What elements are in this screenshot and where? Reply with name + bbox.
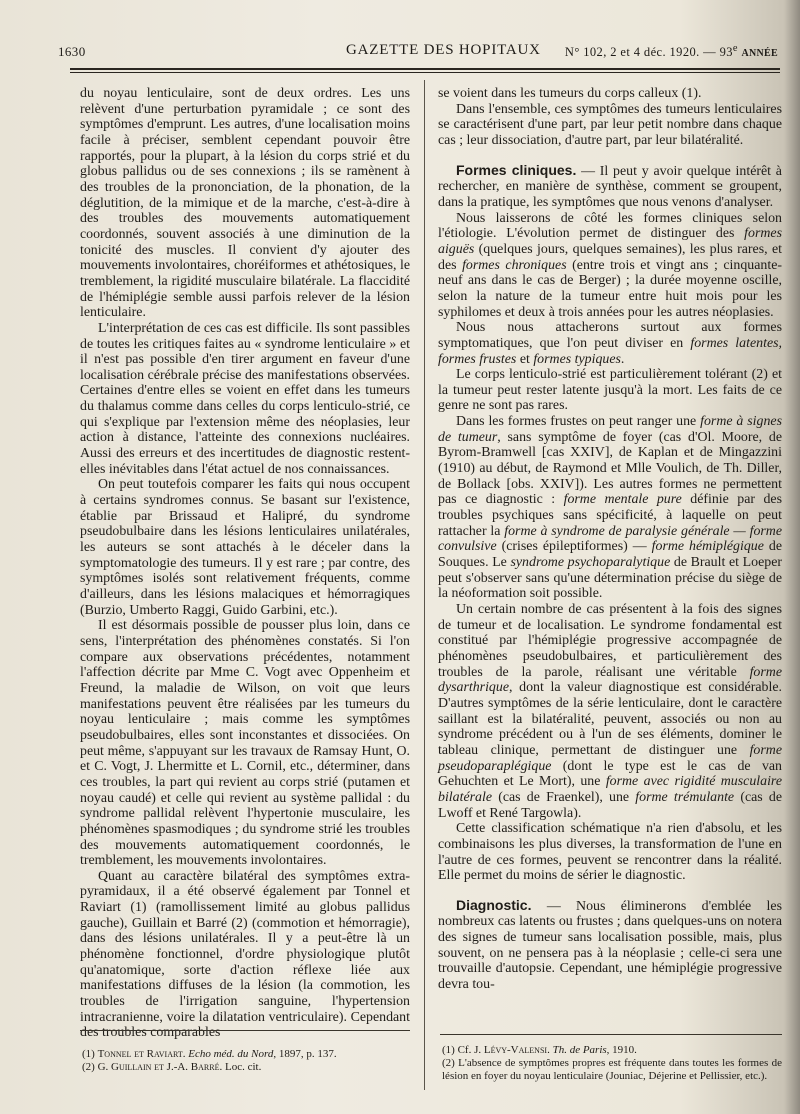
footnote-right-2: (2) L'absence de symptômes propres est fréquente dans toutes les formes de lésion en foyer du noyau lenticulaire (Jouniac, Déjerine et Pellissier, etc.). bbox=[442, 1056, 782, 1082]
left-paragraph-1: du noyau lenticulaire, sont de deux ordres. Les uns relèvent d'une perturbation pyramidale ; ce sont des symptômes d'emprunt. Les autres, d'une localisation moins facile à préciser, semblent cependant pouvoir être rapportés, pour la plupart, à la lésion du corps strié et du globus pallidus ou de ses connexions ; ils se ramènent à des troubles de la prononciation, de la phonation, de la déglutition, de la mimique et de la marche, c'est-à-dire à des troubles des mouvements automatiquement coordonnés, souvent associés à une diminution de la tonicité des muscles. Il convient d'y ajouter des mouvements involontaires, choréiformes et athétosiques, le tremblement, la rigidité musculaire bilatérale. La flaccidité de l'hémiplégie semble aussi parfois relever de la lésion lenticulaire. bbox=[80, 86, 410, 321]
text-run: Loc. cit. bbox=[222, 1060, 262, 1073]
right-paragraph-5 bbox=[438, 320, 782, 367]
left-paragraph-3: On peut toutefois comparer les faits qui nous occupent à certains syndromes connus. Se basant sur l'existence, établie par Brissaud et Halipré, du syndrome pseudobulbaire dans les lésions lenticulaires unilatérales, les auteurs se sont attachés à le déceler dans la symptomatologie des tumeurs. Il y est rare ; par contre, des symptômes isolés sont relativement fréquents, comme d'ailleurs, dans les lésions malaciques et hémorragiques (Burzio, Umberto Raggi, Guido Garbini, etc.). bbox=[80, 477, 410, 618]
journal-title: GAZETTE DES HOPITAUX bbox=[346, 42, 541, 58]
heading-formes-cliniques: Formes cliniques. bbox=[456, 161, 577, 178]
italic-run: forme mentale pure bbox=[563, 492, 682, 508]
author-run: Tonnel et Raviart. bbox=[97, 1048, 186, 1060]
italic-run: forme avec rigidité musculaire bilatérale bbox=[438, 774, 782, 805]
right-paragraph-2: Dans l'ensemble, ces symptômes des tumeurs lenticulaires se caractérisent d'une part, par leur petit nombre dans chaque cas ; leur dissociation, d'autre part, par leur bilatéralité. bbox=[438, 101, 782, 148]
italic-run: forme à syndrome de paralysie générale — forme convulsive bbox=[438, 523, 782, 555]
text-run: , 1897, p. 137. bbox=[273, 1048, 337, 1060]
text-run: , sans symptôme de foyer (cas d'Ol. Moore, de Byrom-Bramwell [cas XXIV], de Kaplan et de Mingazzini (1910) au début, de Raymond et Mlle Voulich, de Th. Diller, de Bollack [obs. XXIV]). Les autres formes ne permettent pas ce diagnostic : bbox=[438, 429, 782, 508]
right-paragraph-1: se voient dans les tumeurs du corps calleux (1). bbox=[438, 86, 702, 101]
italic-run: forme dysarthrique bbox=[438, 664, 782, 696]
text-run: (dont le type est le cas de van Gehuchten et Le Mort), une bbox=[438, 758, 782, 790]
text-run: (2) bbox=[82, 1060, 98, 1073]
footnote-left-1 bbox=[82, 1048, 410, 1061]
text-run: (cas de Lwoff et René Targowla). bbox=[438, 789, 783, 821]
issue-text: N° 102, 2 et 4 déc. 1920. — 93 bbox=[564, 45, 733, 60]
text-run: (1) Cf. bbox=[442, 1044, 475, 1056]
annee-label: ANNÉE bbox=[741, 48, 778, 60]
right-paragraph-9: Cette classification schématique n'a rien d'absolu, et les combinaisons les plus diverses, la transformation de l'une en l'autre de ces formes, peuvent se rencontrer dans la réalité. Elle permet du moins de sérier le diagnostic. bbox=[438, 821, 782, 884]
right-paragraph-4 bbox=[438, 211, 782, 321]
footnote-rule-right bbox=[440, 1034, 782, 1035]
text-run: , dont la valeur diagnostique est considérable. D'autres symptômes de la série lenticulaire, dont le caractère saillant est la bilatéralité, peuvent, associés ou non au syndrome précédent ou à l'un de ses éléments, dominer le tableau clinique, permettant de distinguer une bbox=[438, 680, 782, 758]
text-run: (crises épileptiformes) — bbox=[496, 539, 652, 555]
section-diagnostic bbox=[438, 898, 782, 993]
author-run: G. Guillain et J.-A. Barré. bbox=[97, 1060, 223, 1073]
footnote-rule-left bbox=[80, 1030, 410, 1031]
left-paragraph-4: Il est désormais possible de pousser plus loin, dans ce sens, l'interprétation des phénomènes constatés. Si l'on compare aux observations précédentes, notamment l'affection décrite par Mme C. Vogt avec Oppenheim et Freund, la maladie de Wilson, on voit que leurs manifestations peuvent être réalisées par les tumeurs du noyau lenticulaire ; mais comme les symptômes pseudobulbaires, elles sont inconstantes et dissociées. On peut même, s'appuyant sur les travaux de Ramsay Hunt, O. et C. Vogt, J. Lhermitte et L. Cornil, etc., déterminer, dans ces troubles, la part qui revient au corps strié (putamen et noyau caudé) et celle qui revient au système pallidal : du syndrome pallidal relèvent l'hypertonie musculaire, les phénomènes spasmodiques ; du syndrome strié les troubles des mouvements automatiquement coordonnés, le tremblement, les mouvements involontaires. bbox=[80, 618, 410, 869]
footnotes-right bbox=[442, 1044, 782, 1082]
italic-run: forme hémiplégique bbox=[651, 539, 764, 555]
text-run: . bbox=[620, 351, 625, 367]
italic-run: formes typiques bbox=[533, 351, 621, 367]
text-run: Nous laisserons de côté les formes cliniques selon l'étiologie. L'évolution permet de distinguer des bbox=[438, 210, 782, 242]
footnote-left-2 bbox=[82, 1061, 410, 1074]
header-rule-thin bbox=[70, 72, 780, 73]
text-run: de Souques. Le bbox=[438, 539, 783, 571]
text-run: (entre trois et vingt ans ; cinquante-neuf ans dans le cas de Berger) ; la durée moyenne oscille, selon la nature de la tumeur entre huit mois pour les syphilomes et deux à trois années pour les autres néoplasies. bbox=[438, 257, 783, 320]
text-run: (cas de Fraenkel), une bbox=[492, 789, 636, 805]
page-number: 1630 bbox=[58, 44, 86, 59]
formes-intro-text: — Il peut y avoir quelque intérêt à rechercher, en manière de synthèse, comment se groupent, dans la pratique, les symptômes que nous venons d'analyser. bbox=[438, 163, 782, 210]
right-paragraph-7 bbox=[438, 414, 782, 602]
right-column bbox=[438, 86, 782, 1024]
italic-run: formes aiguës bbox=[438, 226, 782, 257]
text-run: Nous nous attacherons surtout aux formes symptomatiques, que l'on peut diviser en bbox=[438, 320, 782, 351]
text-run: (quelques jours, quelques semaines), les plus rares, et des bbox=[438, 241, 782, 273]
heading-diagnostic: Diagnostic. bbox=[456, 896, 532, 913]
issue-info bbox=[565, 43, 778, 60]
author-run: J. Lévy-Valensi. bbox=[474, 1044, 550, 1056]
italic-run: formes chroniques bbox=[462, 257, 567, 273]
text-run: et bbox=[516, 351, 534, 367]
text-run: (1) bbox=[82, 1048, 98, 1060]
left-paragraph-5: Quant au caractère bilatéral des symptômes extra-pyramidaux, il a été observé également par Tonnel et Raviart (1) (ramollissement limité au globus pallidus gauche), Guillain et Barré (2) (commotion et hémorragie), dans des lésions unilatérales. Il y a peut-être là un phénomène fonctionnel, d'ordre physiologique plutôt qu'anatomique, sorte d'action réflexe liée aux manifestations diffuses de la lésion (la commotion, les troubles de l'irrigation sanguine, l'hypertension intracranienne, voire la dilatation ventriculaire). Cependant des troubles comparables bbox=[80, 868, 410, 1041]
text-run: Un certain nombre de cas présentent à la fois des signes de tumeur et de localisation. Le syndrome fondamental est constitué par l'hémiplégie progressive accompagnée de phénomènes pseudobulbaires, et particulièrement des troubles de la parole, réalisant une véritable bbox=[438, 602, 782, 680]
italic-run: forme trémulante bbox=[635, 789, 735, 805]
right-paragraph-8 bbox=[438, 602, 782, 821]
column-divider bbox=[424, 80, 425, 1090]
footnotes-left bbox=[82, 1048, 410, 1074]
header-rule bbox=[70, 68, 780, 70]
section-formes-cliniques bbox=[438, 163, 782, 211]
italic-run: syndrome psychoparalytique bbox=[510, 555, 671, 571]
right-paragraph-6: Le corps lenticulo-strié est particulièrement tolérant (2) et la tumeur peut rester latente jusqu'à la mort. Les faits de ce genre ne sont pas rares. bbox=[438, 367, 782, 414]
left-column bbox=[80, 86, 410, 1041]
text-run: définie par des troubles psychiques sans spécificité, à laquelle on peut rattacher la bbox=[438, 492, 782, 539]
issue-sup: e bbox=[732, 43, 738, 54]
left-paragraph-2: L'interprétation de ces cas est difficile. Ils sont passibles de toutes les critiques faites au « syndrome lenticulaire » et il n'est pas possible d'en tirer argument en faveur d'une localisation cérébrale précise des manifestations observées. Certaines d'entre elles se voient en effet dans les tumeurs du thalamus comme dans celles du corps lenticulo-strié, ce qui s'explique par l'extension même des néoplasies, leur action à distance, l'atteinte des connexions nucléaires. Aussi des erreurs et des incertitudes de diagnostic restent-elles inévitables dans l'état actuel de nos connaissances. bbox=[80, 320, 410, 477]
italic-run: forme pseudoparaplégique bbox=[438, 742, 782, 774]
running-header bbox=[58, 40, 778, 64]
italic-run: forme à signes de tumeur bbox=[438, 414, 783, 445]
text-run: de Brault et Loeper peut s'observer sans qu'une détermination précise du siège de la néoformation soit possible. bbox=[438, 555, 782, 602]
italic-run: Echo méd. du Nord bbox=[185, 1048, 274, 1060]
italic-run: Th. de Paris bbox=[549, 1044, 607, 1056]
diagnostic-text: — Nous éliminerons d'emblée les nombreux cas latents ou frustes ; dans quelques-uns on notera des signes de tumeur sans localisation possible, mais, plus souvent, on ne pensera pas à la néoplasie ; celle-ci sera une trouvaille d'autopsie. Cependant, une hémiplégie progressive devra tou- bbox=[438, 898, 782, 993]
text-run: Dans les formes frustes on peut ranger une bbox=[456, 414, 701, 430]
text-run: , 1910. bbox=[606, 1044, 637, 1056]
footnote-right-1 bbox=[442, 1044, 782, 1057]
italic-run: formes latentes, formes frustes bbox=[438, 335, 782, 367]
